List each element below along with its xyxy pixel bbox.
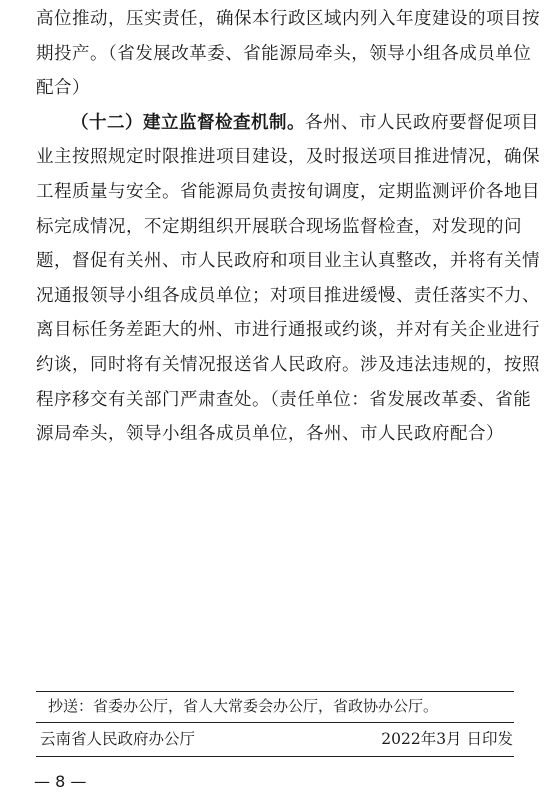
body-text (36, 2, 540, 452)
cc-line: 抄送：省委办公厅，省人大常委会办公厅，省政协办公厅。 (48, 697, 439, 715)
paragraph-line: 约谈，同时将有关情况报送省人民政府。涉及违法违规的，按照 (36, 354, 540, 375)
paragraph-line: 业主按照规定时限推进项目建设，及时报送项目推进情况，确保 (36, 147, 540, 168)
section-12-first-line-text: 各州、市人民政府要督促项目 (305, 112, 539, 133)
paragraph-line: 况通报领导小组各成员单位；对项目推进缓慢、责任落实不力、 (36, 285, 540, 306)
paragraph-line: 配合） (36, 78, 90, 99)
section-12-heading: （十二）建立监督检查机制。 (71, 112, 305, 133)
issuer: 云南省人民政府办公厅 (40, 730, 196, 748)
footer-rule-top (36, 691, 514, 692)
section-12-first-line (36, 106, 539, 141)
paragraph-line: 高位推动，压实责任，确保本行政区域内列入年度建设的项目按 (36, 9, 540, 29)
footer-rule-bottom (36, 756, 514, 757)
paragraph-line: 题，督促有关州、市人民政府和项目业主认真整改，并将有关情 (36, 251, 540, 272)
paragraph-line: 期投产。（省发展改革委、省能源局牵头，领导小组各成员单位 (36, 43, 532, 64)
paragraph-line: 程序移交有关部门严肃查处。（责任单位：省发展改革委、省能 (36, 389, 532, 410)
paragraph-line: 离目标任务差距大的州、市进行通报或约谈，并对有关企业进行 (36, 320, 540, 341)
page-number: — 8 — (34, 772, 87, 791)
paragraph-line: 工程质量与安全。省能源局负责按旬调度，定期监测评价各地目 (36, 181, 540, 202)
issue-date: 2022年3月 日印发 (381, 730, 513, 748)
footer-rule-middle (36, 722, 514, 723)
paragraph-line: 标完成情况，不定期组织开展联合现场监督检查，对发现的问 (36, 216, 522, 237)
paragraph-line: 源局牵头，领导小组各成员单位，各州、市人民政府配合） (36, 424, 504, 445)
